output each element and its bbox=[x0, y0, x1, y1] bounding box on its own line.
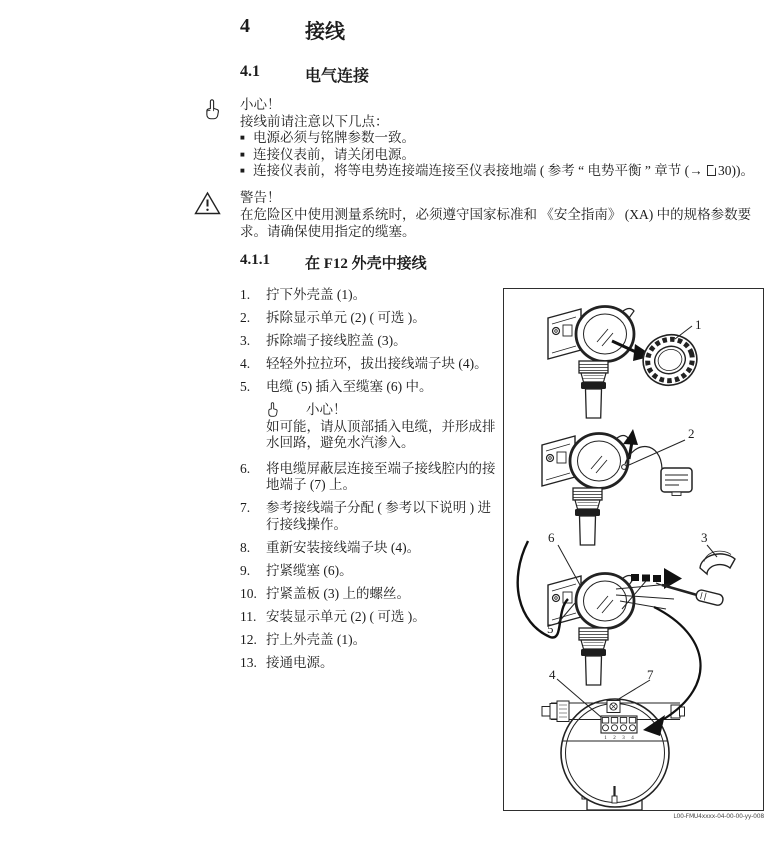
step-number: 8. bbox=[240, 539, 251, 555]
caution-bullet bbox=[240, 163, 782, 180]
step-item bbox=[240, 461, 500, 494]
step-text: 将电缆屏蔽层连接至端子接线腔内的接地端子 (7) 上。 bbox=[266, 460, 496, 492]
caution-bullet bbox=[240, 147, 782, 164]
caution-bullet bbox=[240, 130, 782, 147]
procedure-steps bbox=[240, 287, 500, 678]
bullet-text bbox=[253, 163, 754, 180]
wiring-figure bbox=[503, 288, 764, 811]
figure-callout-5: 5 bbox=[547, 621, 554, 636]
note-title: 小心！ bbox=[306, 402, 347, 417]
figure-caption: L00-FMU4xxxx-04-00-00-yy-008 bbox=[673, 813, 764, 820]
step-item bbox=[240, 632, 500, 649]
note-header bbox=[266, 402, 500, 419]
inline-caution-note bbox=[266, 402, 500, 452]
terminal-label: 4 bbox=[631, 736, 634, 741]
subsubsection-title: 在 F12 外壳中接线 bbox=[305, 256, 427, 272]
screwdriver-drawing bbox=[656, 583, 724, 606]
caution-hand-icon bbox=[266, 402, 279, 418]
figure-callout-6: 6 bbox=[548, 530, 555, 545]
figure-callout-1: 1 bbox=[695, 317, 702, 332]
terminal-label: 1 bbox=[604, 736, 607, 741]
step-number: 2. bbox=[240, 310, 251, 325]
step-number: 6. bbox=[240, 460, 251, 476]
step-item bbox=[240, 310, 500, 327]
step-number: 13. bbox=[240, 654, 257, 670]
ground-terminal-drawing bbox=[607, 701, 620, 713]
bullet-ref-post: ))。 bbox=[731, 163, 754, 178]
terminal-label: 3 bbox=[622, 736, 625, 741]
cable-gland-drawing bbox=[542, 701, 569, 722]
step-item bbox=[240, 287, 500, 304]
step-item bbox=[240, 540, 500, 557]
step-text: 拧上外壳盖 (1)。 bbox=[266, 631, 367, 647]
step-item bbox=[240, 500, 500, 533]
step-item bbox=[240, 655, 500, 672]
section-heading bbox=[240, 15, 345, 44]
subsubsection-number: 4.1.1 bbox=[240, 252, 270, 268]
section-title: 接线 bbox=[305, 21, 345, 43]
subsection-title: 电气连接 bbox=[305, 68, 370, 85]
step-number: 12. bbox=[240, 631, 257, 647]
display-module-drawing bbox=[661, 468, 692, 496]
figure-step-wiring bbox=[518, 530, 735, 685]
step-text: 接通电源。 bbox=[266, 654, 334, 670]
section-number: 4 bbox=[240, 15, 250, 37]
step-text: 拧紧缆塞 (6)。 bbox=[266, 562, 353, 578]
step-text: 重新安装接线端子块 (4)。 bbox=[266, 539, 421, 555]
figure-callout-4: 4 bbox=[549, 667, 556, 682]
step-text: 参考接线端子分配 ( 参考以下说明 ) 进行接线操作。 bbox=[266, 500, 491, 532]
step-number: 10. bbox=[240, 585, 257, 601]
figure-terminal-compartment bbox=[542, 607, 701, 810]
subsection-heading bbox=[240, 63, 369, 86]
step-text: 电缆 (5) 插入至缆塞 (6) 中。 bbox=[266, 379, 433, 394]
figure-step-remove-cover bbox=[548, 307, 703, 419]
bullet-square-icon: ■ bbox=[240, 166, 245, 175]
step-number: 9. bbox=[240, 562, 251, 578]
subsubsection-heading bbox=[240, 252, 427, 273]
step-text: 安装显示单元 (2) ( 可选 )。 bbox=[266, 608, 426, 624]
step-number: 5. bbox=[240, 379, 251, 394]
terminal-label: 2 bbox=[613, 736, 616, 741]
figure-callout-7: 7 bbox=[647, 667, 654, 682]
step-text: 拆除端子接线腔盖 (3)。 bbox=[266, 333, 407, 348]
step-item bbox=[240, 563, 500, 580]
step-text: 轻轻外拉拉环，拔出接线端子块 (4)。 bbox=[266, 356, 488, 371]
step-number: 4. bbox=[240, 356, 251, 371]
figure-callout-3: 3 bbox=[701, 530, 708, 545]
bullet-square-icon: ■ bbox=[240, 149, 245, 159]
wiring-diagram bbox=[504, 289, 763, 810]
step-number: 7. bbox=[240, 500, 251, 515]
warning-title: 警告！ bbox=[240, 190, 281, 205]
page-ref-icon bbox=[707, 165, 716, 176]
bullet-ref-pre: 连接仪表前，将等电势连接端连接至仪表接地端 ( 参考 “ 电势平衡 ” 章节 (→ bbox=[253, 163, 706, 178]
caution-block bbox=[240, 97, 782, 180]
step-text: 拆除显示单元 (2) ( 可选 )。 bbox=[266, 310, 426, 325]
note-text: 如可能，请从顶部插入电缆，并形成排水回路，避免水汽渗入。 bbox=[266, 418, 496, 450]
step-text: 拧下外壳盖 (1)。 bbox=[266, 287, 367, 302]
terminal-cover-drawing bbox=[700, 551, 735, 574]
figure-callout-2: 2 bbox=[688, 426, 695, 441]
step-item bbox=[240, 333, 500, 350]
bullet-text: 电源必须与铭牌参数一致。 bbox=[253, 130, 415, 145]
step-item bbox=[240, 356, 500, 373]
step-number: 11. bbox=[240, 608, 257, 624]
caution-intro: 接线前请注意以下几点： bbox=[240, 113, 389, 129]
page-ref-number[interactable]: 30 bbox=[717, 163, 732, 178]
warning-text: 在危险区中使用测量系统时，必须遵守国家标准和 《安全指南》 (XA) 中的规格参数要求。请确保使用指定的缆塞。 bbox=[240, 207, 752, 239]
warning-block bbox=[240, 189, 768, 240]
bullet-square-icon: ■ bbox=[240, 133, 245, 142]
step-item bbox=[240, 609, 500, 626]
subsection-number: 4.1 bbox=[240, 63, 260, 80]
step-item bbox=[240, 379, 500, 396]
warning-triangle-icon bbox=[194, 191, 221, 216]
step-text: 拧紧盖板 (3) 上的螺丝。 bbox=[266, 585, 410, 601]
housing-cover-drawing bbox=[637, 328, 704, 392]
caution-title: 小心！ bbox=[240, 97, 281, 112]
bullet-text: 连接仪表前，请关闭电源。 bbox=[253, 146, 415, 162]
step-number: 3. bbox=[240, 333, 251, 348]
step-item bbox=[240, 586, 500, 603]
step-number: 1. bbox=[240, 287, 251, 302]
figure-step-remove-display bbox=[542, 426, 695, 545]
caution-hand-icon bbox=[203, 99, 221, 121]
